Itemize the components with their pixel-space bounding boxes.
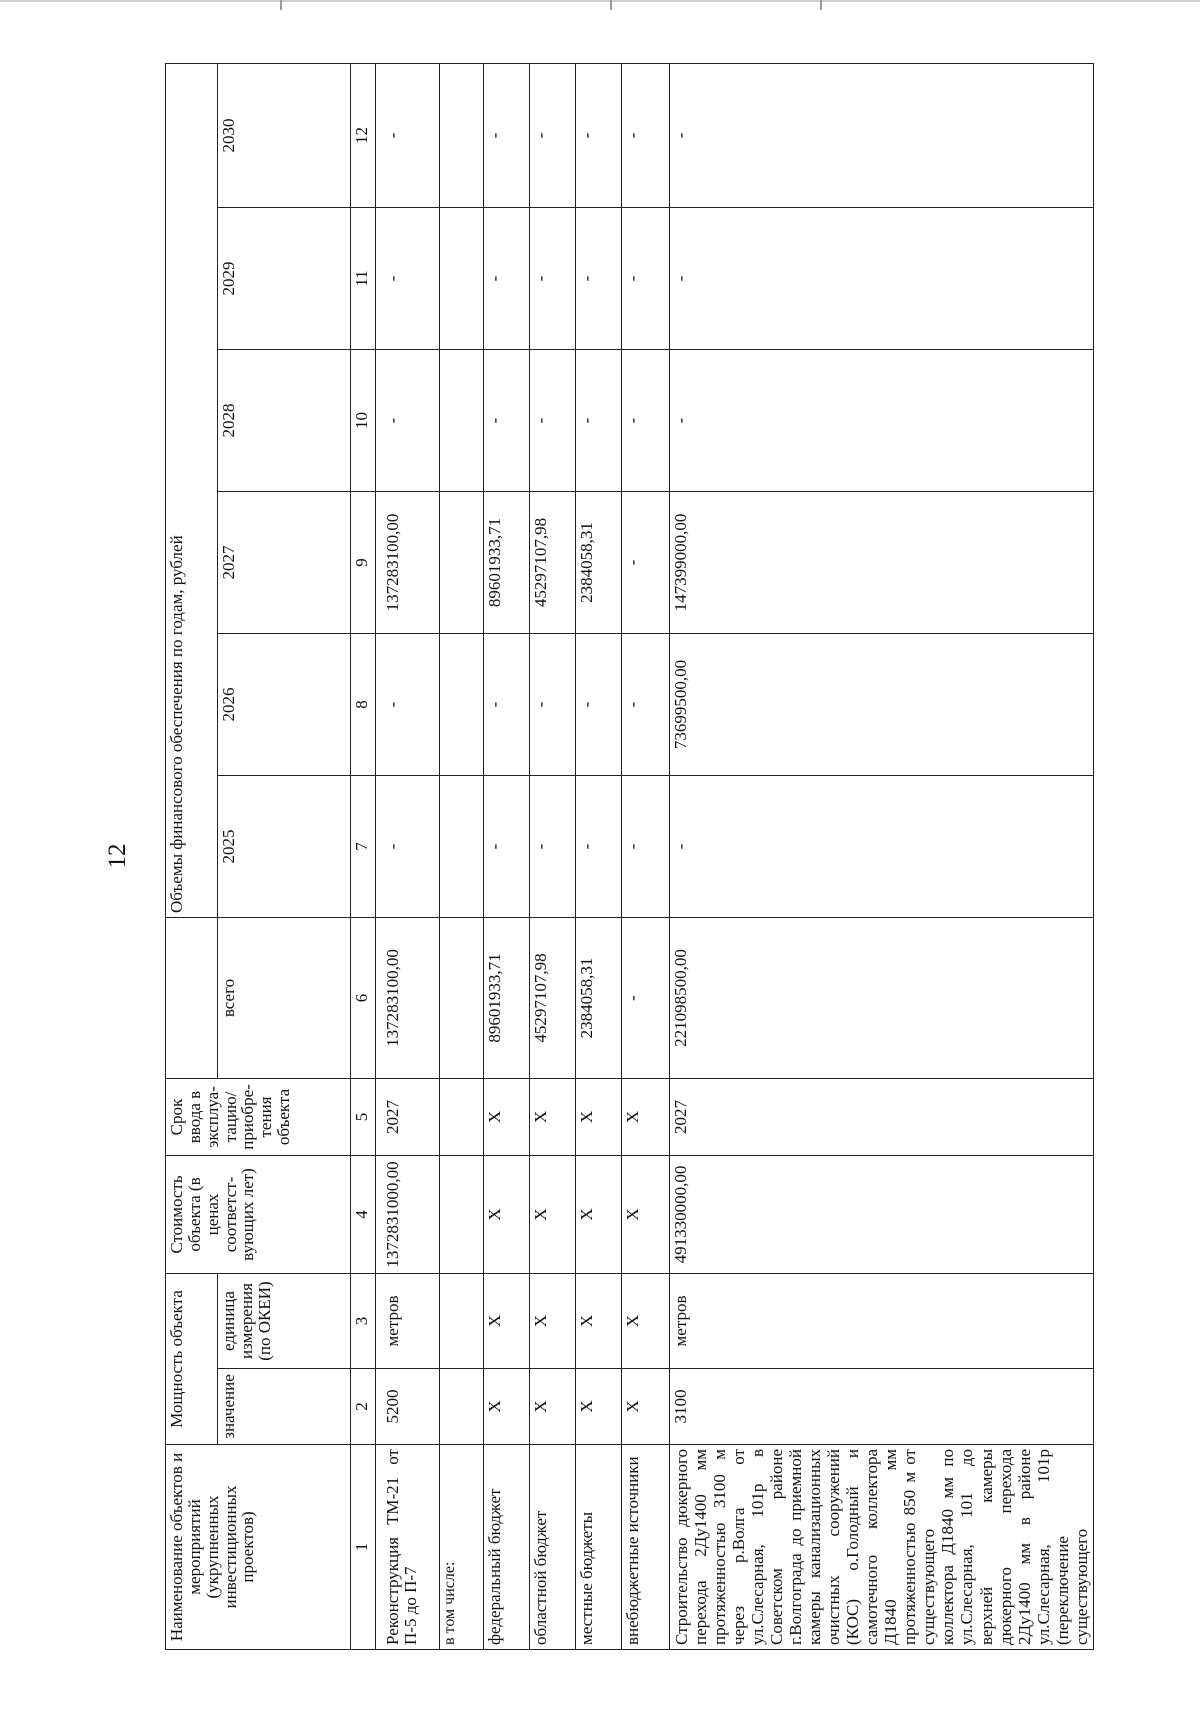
row-y2028: -	[484, 350, 530, 492]
rotated-page	[165, 64, 1191, 1650]
col-number: 4	[351, 1156, 376, 1274]
row-y2029: -	[484, 208, 530, 350]
row-y2029: -	[622, 208, 670, 350]
col-number: 7	[351, 776, 376, 918]
row-name: местные бюджеты	[576, 1445, 622, 1650]
header-capacity: Мощность объекта	[166, 1274, 218, 1445]
header-year: 2025	[217, 776, 350, 918]
row-y2028: -	[670, 350, 1094, 492]
row-term: 2027	[376, 1079, 440, 1156]
table-row	[576, 63, 622, 1649]
row-y2028: -	[576, 350, 622, 492]
header-capacity-value: значение	[217, 1369, 350, 1445]
header-year: 2028	[217, 350, 350, 492]
row-y2026: -	[576, 634, 622, 776]
row-total: -	[622, 918, 670, 1079]
row-y2028: -	[530, 350, 576, 492]
row-y2029: -	[376, 208, 440, 350]
table-row	[622, 63, 670, 1649]
header-cost: Стоимость объекта (в ценах соответст-вующих лет)	[166, 1156, 351, 1274]
header-capacity-unit: единица измерения (по ОКЕИ)	[217, 1274, 350, 1369]
col-number: 2	[351, 1369, 376, 1445]
col-number: 9	[351, 492, 376, 634]
header-year: 2026	[217, 634, 350, 776]
row-name: внебюджетные источники	[622, 1445, 670, 1650]
row-y2030: -	[670, 63, 1094, 207]
row-total: 45297107,98	[530, 918, 576, 1079]
row-total: 89601933,71	[484, 918, 530, 1079]
row-term: X	[484, 1079, 530, 1156]
scan-mark	[610, 0, 612, 10]
row-cost: X	[622, 1156, 670, 1274]
scan-edge	[0, 0, 1200, 2]
row-total: 2384058,31	[576, 918, 622, 1079]
row-unit: метров	[670, 1274, 1094, 1369]
row-unit: X	[622, 1274, 670, 1369]
scan-mark	[280, 0, 282, 10]
row-unit: X	[530, 1274, 576, 1369]
row-y2030: -	[530, 63, 576, 207]
header-name: Наименование объектов и мероприятий (укрупненных инвестиционных проектов)	[166, 1445, 351, 1650]
row-y2027: 89601933,71	[484, 492, 530, 634]
row-name: Строительство дюкерного перехода 2Ду1400 мм протяженностью 3100 м через р.Волга от ул.Слесарная, 101р в Советском районе г.Волгограда до приемной камеры канализационных очистных сооружений (КОС) о.Голодный и самотечного коллектора Д1840 мм протяженностью 850 м от существующего коллектора Д1840 мм по ул.Слесарная, 101 до верхней камеры дюкерного перехода 2Ду1400 мм в районе ул.Слесарная, 101р (переключение существующего	[670, 1445, 1094, 1650]
row-y2030: -	[622, 63, 670, 207]
row-cost: X	[530, 1156, 576, 1274]
col-number: 10	[351, 350, 376, 492]
row-name: федеральный бюджет	[484, 1445, 530, 1650]
row-unit: X	[576, 1274, 622, 1369]
row-y2029: -	[670, 208, 1094, 350]
row-y2030: -	[484, 63, 530, 207]
row-name: Реконструкция ТМ-21 от П-5 до П-7	[376, 1445, 440, 1650]
page-number: 12	[104, 843, 131, 869]
row-cost: X	[484, 1156, 530, 1274]
row-value: 3100	[670, 1369, 1094, 1445]
row-y2027: 45297107,98	[530, 492, 576, 634]
row-y2026: -	[622, 634, 670, 776]
col-number: 5	[351, 1079, 376, 1156]
row-cost: X	[576, 1156, 622, 1274]
row-term: 2027	[670, 1079, 1094, 1156]
row-unit: X	[484, 1274, 530, 1369]
header-year: 2027	[217, 492, 350, 634]
header-finance: Объемы финансового обеспечения по годам, рублей	[166, 63, 218, 917]
row-y2026: -	[376, 634, 440, 776]
col-number: 3	[351, 1274, 376, 1369]
header-term: Срок ввода в эксплуа-тацию/ приобре-тения объекта	[166, 1079, 351, 1156]
investment-table	[165, 63, 1094, 1650]
row-total: 221098500,00	[670, 918, 1094, 1079]
row-y2026: -	[530, 634, 576, 776]
header-total: всего	[217, 918, 350, 1079]
col-number: 12	[351, 63, 376, 207]
row-value: 5200	[376, 1369, 440, 1445]
header-year: 2029	[217, 208, 350, 350]
row-y2027: 2384058,31	[576, 492, 622, 634]
row-unit: метров	[376, 1274, 440, 1369]
col-number: 8	[351, 634, 376, 776]
row-name: областной бюджет	[530, 1445, 576, 1650]
row-term: X	[530, 1079, 576, 1156]
row-cost: 1372831000,00	[376, 1156, 440, 1274]
row-term: X	[576, 1079, 622, 1156]
row-y2025: -	[622, 776, 670, 918]
header-year: 2030	[217, 63, 350, 207]
row-y2026: 73699500,00	[670, 634, 1094, 776]
row-y2028: -	[376, 350, 440, 492]
row-cost: 491330000,00	[670, 1156, 1094, 1274]
row-y2027: 147399000,00	[670, 492, 1094, 634]
table-row	[530, 63, 576, 1649]
row-y2029: -	[530, 208, 576, 350]
col-number: 1	[351, 1445, 376, 1650]
scan-mark	[820, 0, 822, 10]
row-y2029: -	[576, 208, 622, 350]
header-total-top	[166, 918, 218, 1079]
row-y2030: -	[376, 63, 440, 207]
row-y2025: -	[670, 776, 1094, 918]
row-y2025: -	[484, 776, 530, 918]
table-row	[376, 63, 440, 1649]
row-value: X	[484, 1369, 530, 1445]
row-name: в том числе:	[440, 1445, 484, 1650]
col-number: 6	[351, 918, 376, 1079]
row-y2028: -	[622, 350, 670, 492]
row-value: X	[576, 1369, 622, 1445]
table-row	[484, 63, 530, 1649]
col-number: 11	[351, 208, 376, 350]
row-value: X	[530, 1369, 576, 1445]
row-y2030: -	[576, 63, 622, 207]
row-y2025: -	[530, 776, 576, 918]
row-y2027: 137283100,00	[376, 492, 440, 634]
table-row	[440, 63, 484, 1649]
row-total: 137283100,00	[376, 918, 440, 1079]
row-y2027: -	[622, 492, 670, 634]
row-y2025: -	[376, 776, 440, 918]
row-value: X	[622, 1369, 670, 1445]
row-y2026: -	[484, 634, 530, 776]
table-row	[670, 63, 1094, 1649]
row-y2025: -	[576, 776, 622, 918]
row-term: X	[622, 1079, 670, 1156]
